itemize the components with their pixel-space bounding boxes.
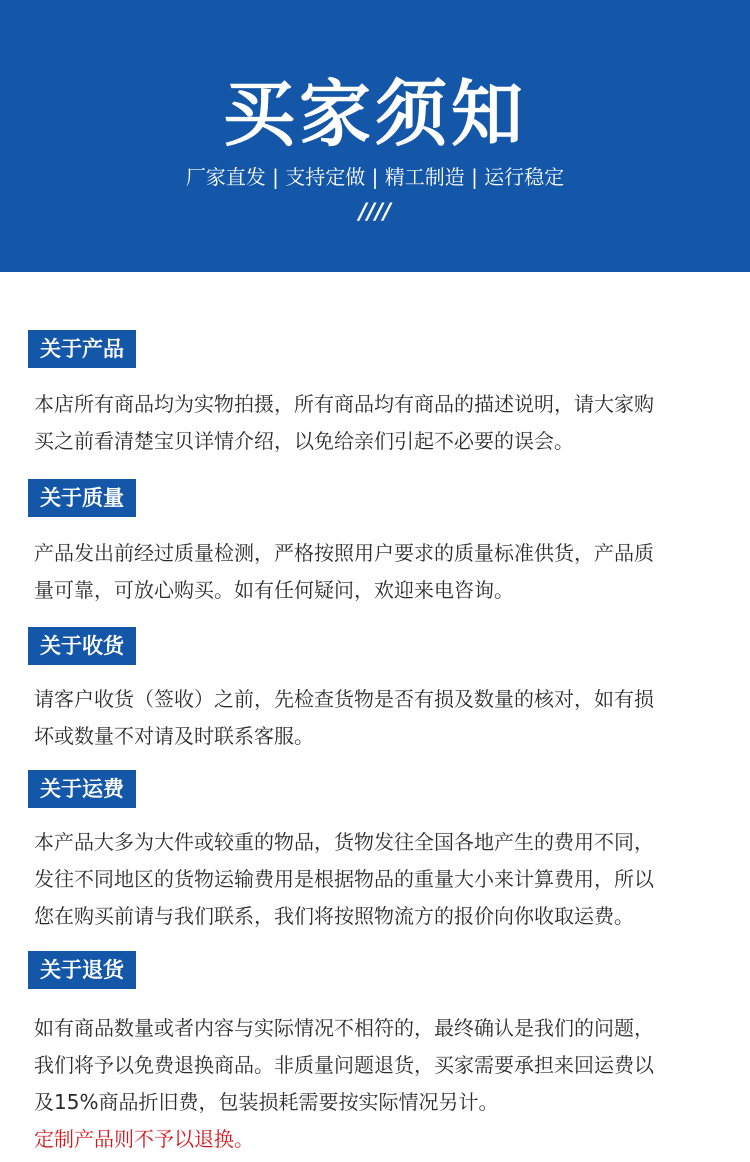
header-banner [0,0,750,272]
custom-product-warning: 定制产品则不予以退换。 [34,1127,254,1151]
section-label-product: 关于产品 [28,330,136,368]
section-body-receipt [34,681,720,755]
body-line: 您在购买前请与我们联系，我们将按照物流方的报价向你收取运费。 [34,904,634,928]
body-line: 我们将予以免费退换商品。非质量问题退货，买家需要承担来回运费以 [34,1053,654,1077]
section-body-product [34,386,720,460]
body-line: 买之前看清楚宝贝详情介绍，以免给亲们引起不必要的误会。 [34,429,574,453]
body-line: 本店所有商品均为实物拍摄，所有商品均有商品的描述说明，请大家购 [34,392,654,416]
body-line: 请客户收货（签收）之前，先检查货物是否有损及数量的核对，如有损 [34,687,654,711]
section-body-quality [34,535,720,609]
body-line: 量可靠，可放心购买。如有任何疑问，欢迎来电咨询。 [34,578,514,602]
body-line: 发往不同地区的货物运输费用是根据物品的重量大小来计算费用，所以 [34,867,654,891]
section-label-receipt: 关于收货 [28,627,136,665]
body-line: 坏或数量不对请及时联系客服。 [34,724,314,748]
section-label-returns: 关于退货 [28,951,136,989]
body-line: 及15%商品折旧费，包装损耗需要按实际情况另计。 [34,1090,499,1114]
section-label-quality: 关于质量 [28,479,136,517]
section-body-shipping [34,824,720,935]
body-line: 产品发出前经过质量检测，严格按照用户要求的质量标准供货，产品质 [34,541,654,565]
section-body-returns [34,1010,720,1158]
page-title: 买家须知 [222,72,527,156]
banner-tagline: 厂家直发 | 支持定做 | 精工制造 | 运行稳定 [185,165,565,189]
body-line: 本产品大多为大件或较重的物品，货物发往全国各地产生的费用不同， [34,830,654,854]
slash-decoration-icon: //// [358,200,392,225]
section-label-shipping: 关于运费 [28,770,136,808]
body-line: 如有商品数量或者内容与实际情况不相符的，最终确认是我们的问题， [34,1016,654,1040]
